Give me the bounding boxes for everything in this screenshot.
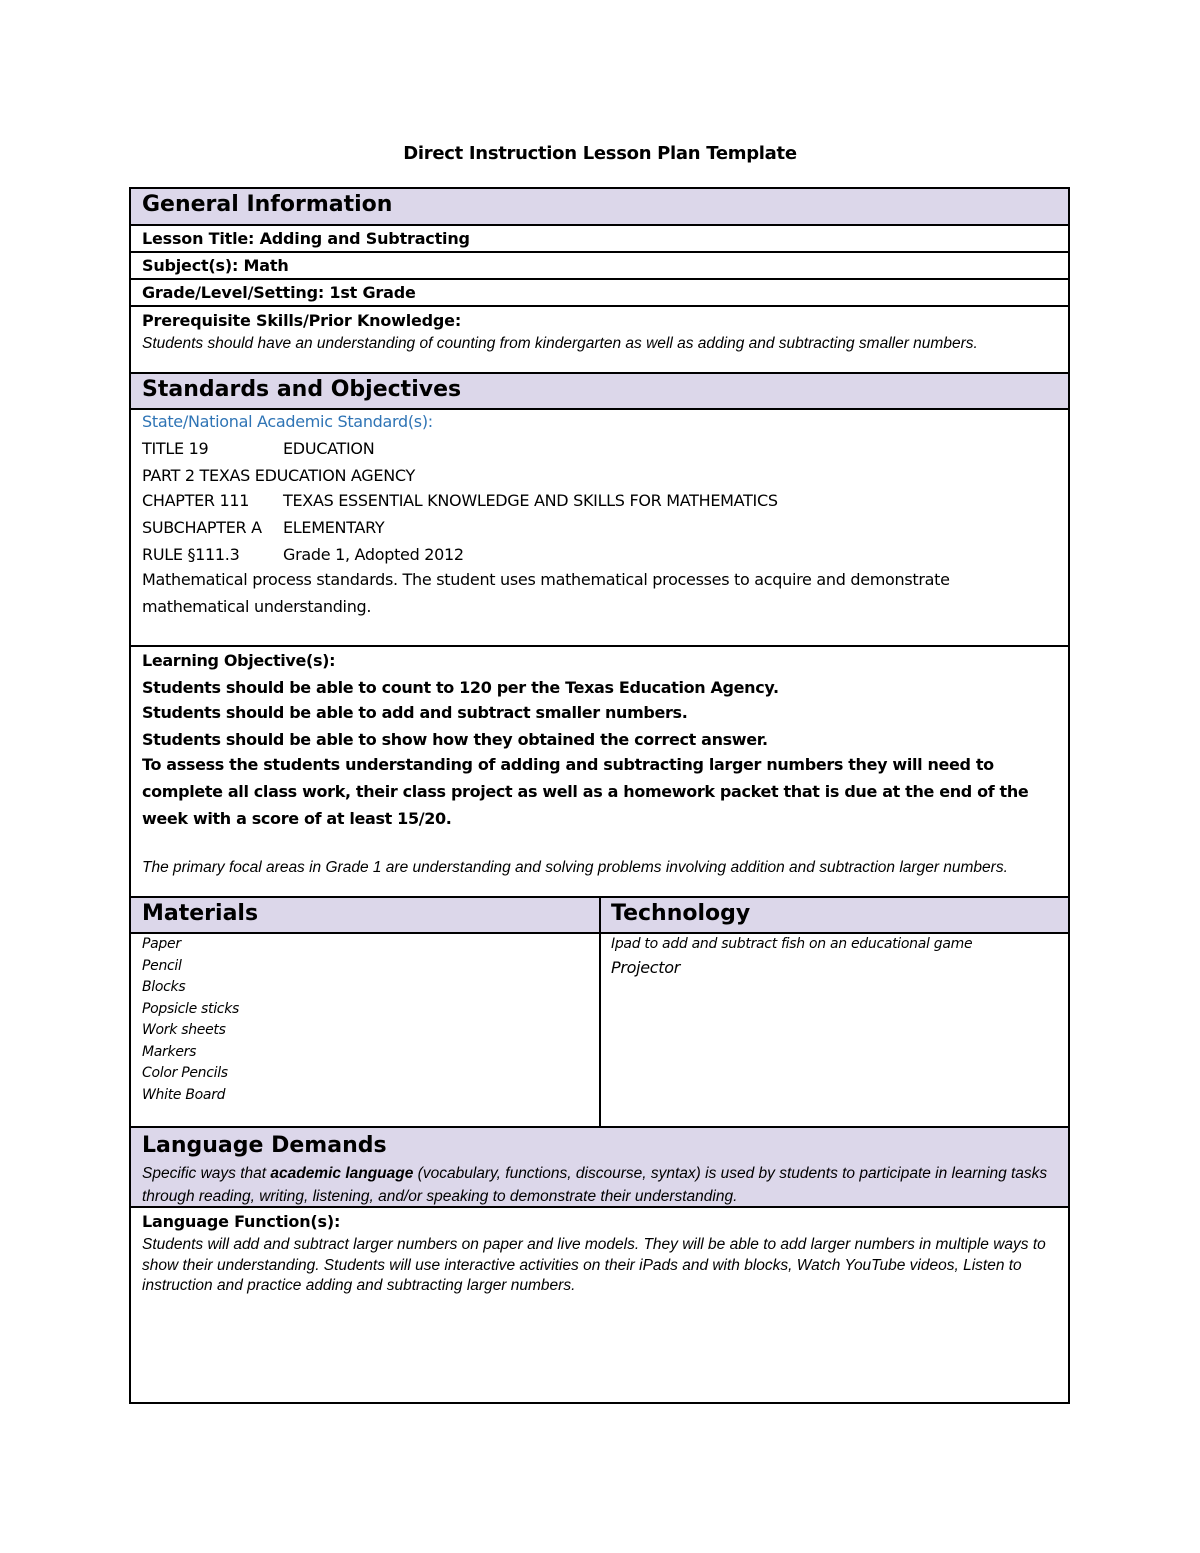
standard-code: TITLE 19 xyxy=(142,439,209,458)
standard-line xyxy=(142,466,415,485)
language-demands-header xyxy=(131,1128,1068,1208)
standard-desc: TEXAS ESSENTIAL KNOWLEDGE AND SKILLS FOR MATHEMATICS xyxy=(283,491,778,510)
materials-heading: Materials xyxy=(142,901,259,926)
standard-desc: Grade 1, Adopted 2012 xyxy=(283,545,464,564)
objective-line: week with a score of at least 15/20. xyxy=(142,809,452,828)
standards-label: State/National Academic Standard(s): xyxy=(142,412,433,431)
standard-desc: EDUCATION xyxy=(283,439,375,458)
objective-line: To assess the students understanding of adding and subtracting larger numbers they will need to xyxy=(142,755,994,774)
material-item: Pencil xyxy=(142,958,182,974)
subjects: Subject(s): Math xyxy=(142,256,289,275)
standard-code: SUBCHAPTER A xyxy=(142,518,262,537)
process-standard-line-2: mathematical understanding. xyxy=(142,597,372,616)
technology-item: Projector xyxy=(611,958,681,977)
learning-objectives-row xyxy=(131,647,1068,898)
materials-technology-header xyxy=(131,898,1068,934)
material-item: Paper xyxy=(142,936,181,952)
objective-line: Students should be able to count to 120 per the Texas Education Agency. xyxy=(142,678,779,697)
description-text: Specific ways that xyxy=(142,1165,271,1182)
standard-line xyxy=(142,491,778,510)
language-demands-description xyxy=(142,1162,1057,1208)
material-item: White Board xyxy=(142,1087,226,1103)
standards-row xyxy=(131,410,1068,647)
general-information-heading: General Information xyxy=(142,192,393,217)
objective-line: complete all class work, their class project as well as a homework packet that is due at the end of the xyxy=(142,782,1029,801)
standard-line xyxy=(142,439,375,458)
grade-row xyxy=(131,280,1068,307)
prerequisite-text: Students should have an understanding of counting from kindergarten as well as adding and subtracting smaller numbers. xyxy=(142,335,978,352)
standards-objectives-heading: Standards and Objectives xyxy=(142,377,462,402)
standard-line xyxy=(142,545,464,564)
academic-language-term: academic language xyxy=(270,1165,414,1182)
prerequisite-label: Prerequisite Skills/Prior Knowledge: xyxy=(142,311,462,330)
language-function-label: Language Function(s): xyxy=(142,1212,341,1231)
material-item: Popsicle sticks xyxy=(142,1001,240,1017)
material-item: Markers xyxy=(142,1044,197,1060)
focal-areas-text: The primary focal areas in Grade 1 are understanding and solving problems involving addition and subtraction larger numbers. xyxy=(142,859,1008,876)
material-item: Blocks xyxy=(142,979,186,995)
standard-code: PART 2 TEXAS EDUCATION AGENCY xyxy=(142,466,415,485)
objective-line: Students should be able to add and subtract smaller numbers. xyxy=(142,703,688,722)
subjects-row xyxy=(131,253,1068,280)
column-divider xyxy=(599,898,601,934)
description-text: (vocabulary, functions, discourse, syntax) is used by students to participate in learning tasks through reading, writing, listening, and/or speaking to demonstrate their understanding. xyxy=(142,1165,1048,1205)
standards-objectives-header xyxy=(131,374,1068,410)
lesson-plan-table xyxy=(129,187,1070,1404)
standard-line xyxy=(142,518,385,537)
lesson-title-row xyxy=(131,226,1068,253)
column-divider xyxy=(599,934,601,1128)
language-function-row xyxy=(131,1208,1068,1402)
general-information-header xyxy=(131,189,1068,226)
process-standard-line-1: Mathematical process standards. The student uses mathematical processes to acquire and demonstrate xyxy=(142,570,950,589)
prerequisite-row xyxy=(131,307,1068,374)
technology-item: Ipad to add and subtract fish on an educational game xyxy=(611,936,973,952)
document-title: Direct Instruction Lesson Plan Template xyxy=(403,143,797,164)
technology-heading: Technology xyxy=(611,901,751,926)
material-item: Color Pencils xyxy=(142,1065,228,1081)
material-item: Work sheets xyxy=(142,1022,226,1038)
language-function-text: Students will add and subtract larger numbers on paper and live models. They will be able to add larger numbers in multiple ways to show their understanding. Students will use interactive activities on their iPads and with blocks, Watch YouTube videos, Listen to instruction and practice adding and subtracting larger numbers. xyxy=(142,1236,1046,1294)
objective-line: Students should be able to show how they obtained the correct answer. xyxy=(142,730,768,749)
language-demands-heading: Language Demands xyxy=(142,1133,387,1158)
standard-desc: ELEMENTARY xyxy=(283,518,385,537)
standard-code: CHAPTER 111 xyxy=(142,491,250,510)
standard-code: RULE §111.3 xyxy=(142,545,240,564)
grade-level-setting: Grade/Level/Setting: 1st Grade xyxy=(142,283,416,302)
materials-technology-row xyxy=(131,934,1068,1128)
learning-objectives-label: Learning Objective(s): xyxy=(142,651,336,670)
lesson-title: Lesson Title: Adding and Subtracting xyxy=(142,229,470,248)
